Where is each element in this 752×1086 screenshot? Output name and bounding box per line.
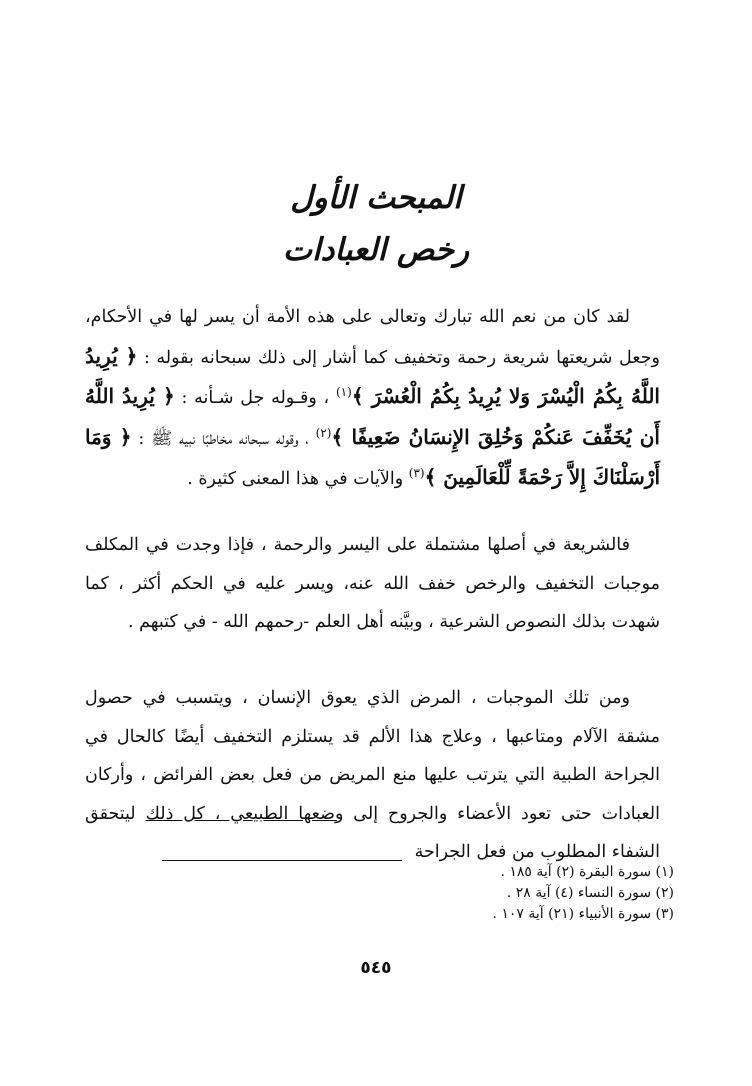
paragraph-3-text-a: ومن تلك الموجبات ، المرض الذي يعوق الإنسان ، ويتسبب في حصول مشقة الآلام ومتاعبها ، وعلاج هذا الألم قد يستلزم التخفيف أيضًا كالحال في الجراحة الطبية التي يترتب عليها منع المريض من فعل بعض الفرائض ، وأركان العبادات حتى تعود الأعضاء والجروح إلى <box>85 688 660 824</box>
footnote-ref-2: (٢) <box>315 425 332 440</box>
paragraph-1 <box>85 298 660 499</box>
footnote-ref-3: (٣) <box>408 466 425 481</box>
footnote-3: (٣) سورة الأنبياء (٢١) آية ١٠٧ . <box>492 906 674 922</box>
paragraph-1-text-a: لقد كان من نعم الله تبارك وتعالى على هذه الأمة أن يسر لها في الأحكام، وجعل شريعتها شريعة رحمة وتخفيف كما أشار إلى ذلك سبحانه بقوله : <box>85 307 660 368</box>
footnotes <box>74 862 674 925</box>
quran-verse-2: ﴿ يُرِيدُ اللَّهُ أَن يُخَفِّفَ عَنكُمْ وَخُلِقَ الإِنسَانُ ضَعِيفًا ﴾ <box>85 384 660 449</box>
paragraph-3-text-b: ليتحقق الشفاء المطلوب من فعل الجراحة <box>85 803 660 862</box>
footnote-ref-1: (١) <box>335 385 352 400</box>
quran-verse-3: ﴿ وَمَا أَرْسَلْنَاكَ إِلاَّ رَحْمَةً لِّلْعَالَمِينَ ﴾ <box>85 424 660 489</box>
paragraph-2 <box>85 526 660 642</box>
paragraph-1-text-c: ، وقوله سبحانه مخاطبًا نبيه ﷺ : <box>138 428 309 449</box>
chapter-subtitle: رخص العبادات <box>282 232 470 268</box>
paragraph-2-text: فالشريعة في أصلها مشتملة على اليسر والرحمة ، فإذا وجدت في المكلف موجبات التخفيف والرخص خفف الله عنه، ويسر عليه في الحكم أكثر ، كما شهدت بذلك النصوص الشرعية ، وبيَّنه أهل العلم -رحمهم الله - في كتبهم . <box>85 535 660 632</box>
paragraph-3-underlined: وضعها الطبيعي ، كل ذلك <box>145 803 344 824</box>
chapter-title: المبحث الأول <box>290 180 462 216</box>
page-number: ٥٤٥ <box>360 958 392 978</box>
paragraph-1-text-b: ، وقـوله جل شـأنه : <box>181 388 330 408</box>
footnote-2: (٢) سورة النساء (٤) آية ٢٨ . <box>506 885 674 901</box>
paragraph-3 <box>85 679 660 872</box>
quran-verse-1: ﴿ يُرِيدُ اللَّهُ بِكُمُ الْيُسْرَ وَلا يُرِيدُ بِكُمُ الْعُسْرَ ﴾ <box>85 343 660 408</box>
paragraph-1-text-d: والآيات في هذا المعنى كثيرة . <box>187 469 404 489</box>
footnote-divider <box>162 860 402 861</box>
footnote-1: (١) سورة البقرة (٢) آية ١٨٥ . <box>500 864 674 880</box>
